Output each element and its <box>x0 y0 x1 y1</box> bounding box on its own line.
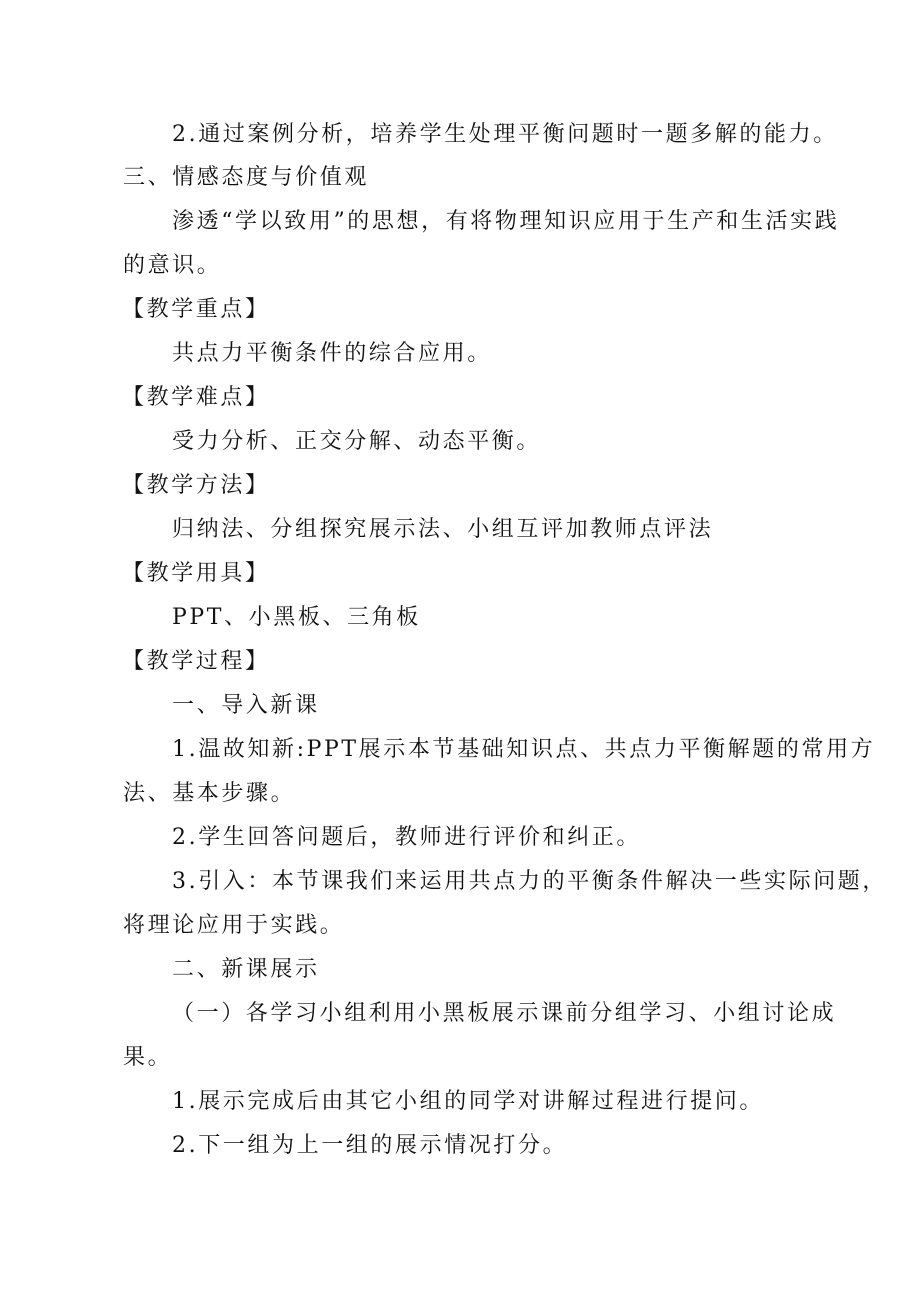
paragraph-review-line2: 法、基本步骤。 <box>123 781 296 806</box>
paragraph-values-line1: 渗透“学以致用”的思想，有将物理知识应用于生产和生活实践 <box>172 209 840 234</box>
paragraph-review-line1: 1.温故知新:PPT展示本节基础知识点、共点力平衡解题的常用方 <box>172 737 876 762</box>
heading-process: 【教学过程】 <box>122 649 270 674</box>
paragraph-key-points: 共点力平衡条件的综合应用。 <box>172 341 492 366</box>
heading-key-points: 【教学重点】 <box>122 297 270 322</box>
paragraph-group-display-line1: （一）各学习小组利用小黑板展示课前分组学习、小组讨论成 <box>172 1001 837 1026</box>
paragraph-scoring: 2.下一组为上一组的展示情况打分。 <box>172 1133 568 1158</box>
section-heading-values: 三、情感态度与价值观 <box>123 165 370 190</box>
paragraph-ability-goal: 2.通过案例分析，培养学生处理平衡问题时一题多解的能力。 <box>172 122 838 147</box>
paragraph-student-answer: 2.学生回答问题后，教师进行评价和纠正。 <box>172 825 641 850</box>
paragraph-lead-in-line2: 将理论应用于实践。 <box>123 913 345 938</box>
paragraph-methods: 归纳法、分组探究展示法、小组互评加教师点评法 <box>172 517 714 542</box>
paragraph-tools: PPT、小黑板、三角板 <box>172 605 421 630</box>
heading-tools: 【教学用具】 <box>122 561 270 586</box>
paragraph-values-line2: 的意识。 <box>123 253 222 278</box>
paragraph-group-display-line2: 果。 <box>123 1045 173 1070</box>
subheading-new-lesson: 二、新课展示 <box>172 957 320 982</box>
heading-methods: 【教学方法】 <box>122 473 270 498</box>
paragraph-difficulties: 受力分析、正交分解、动态平衡。 <box>172 429 542 454</box>
subheading-introduction: 一、导入新课 <box>172 693 320 718</box>
paragraph-lead-in-line1: 3.引入：本节课我们来运用共点力的平衡条件解决一些实际问题， <box>172 869 887 894</box>
heading-difficulties: 【教学难点】 <box>122 385 270 410</box>
paragraph-questioning: 1.展示完成后由其它小组的同学对讲解过程进行提问。 <box>172 1089 764 1114</box>
